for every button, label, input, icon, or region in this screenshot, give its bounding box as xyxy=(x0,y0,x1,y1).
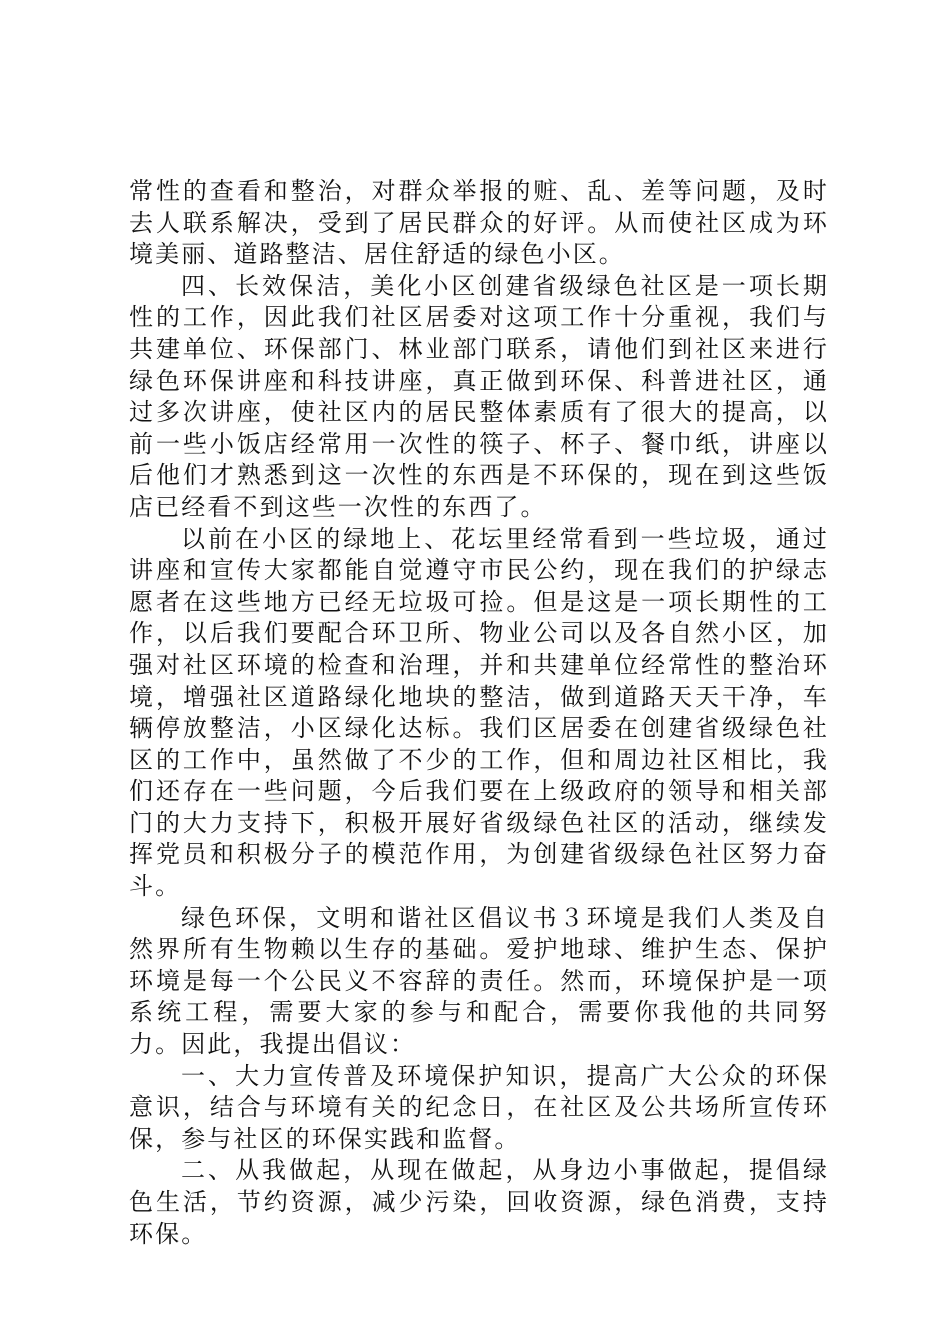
paragraph-proposal-two: 二、从我做起，从现在做起，从身边小事做起，提倡绿色生活，节约资源，减少污染，回收资源，绿色消费，支持环保。 xyxy=(129,1156,829,1248)
paragraph-section-four: 四、长效保洁，美化小区创建省级绿色社区是一项长期性的工作，因此我们社区居委对这项工作十分重视，我们与共建单位、环保部门、林业部门联系，请他们到社区来进行绿色环保讲座和科技讲座，真正做到环保、科普进社区，通过多次讲座，使社区内的居民整体素质有了很大的提高，以前一些小饭店经常用一次性的筷子、杯子、餐巾纸，讲座以后他们才熟悉到这一次性的东西是不环保的，现在到这些饭店已经看不到这些一次性的东西了。 xyxy=(129,271,829,521)
paragraph-proposal-intro: 绿色环保，文明和谐社区倡议书３环境是我们人类及自然界所有生物赖以生存的基础。爱护地球、维护生态、保护环境是每一个公民义不容辞的责任。然而，环境保护是一项系统工程，需要大家的参与和配合，需要你我他的共同努力。因此，我提出倡议： xyxy=(129,903,829,1059)
paragraph-green-spaces: 以前在小区的绿地上、花坛里经常看到一些垃圾，通过讲座和宣传大家都能自觉遵守市民公约，现在我们的护绿志愿者在这些地方已经无垃圾可捡。但是这是一项长期性的工作，以后我们要配合环卫所、物业公司以及各自然小区，加强对社区环境的检查和治理，并和共建单位经常性的整治环境，增强社区道路绿化地块的整洁，做到道路天天干净，车辆停放整洁，小区绿化达标。我们区居委在创建省级绿色社区的工作中，虽然做了不少的工作，但和周边社区相比，我们还存在一些问题，今后我们要在上级政府的领导和相关部门的大力支持下，积极开展好省级绿色社区的活动，继续发挥党员和积极分子的模范作用，为创建省级绿色社区努力奋斗。 xyxy=(129,524,829,901)
paragraph-continuation: 常性的查看和整治，对群众举报的赃、乱、差等问题，及时去人联系解决，受到了居民群众的好评。从而使社区成为环境美丽、道路整洁、居住舒适的绿色小区。 xyxy=(129,177,829,269)
document-page xyxy=(129,176,829,1250)
paragraph-proposal-one: 一、大力宣传普及环境保护知识，提高广大公众的环保意识，结合与环境有关的纪念日，在社区及公共场所宣传环保，参与社区的环保实践和监督。 xyxy=(129,1061,829,1153)
